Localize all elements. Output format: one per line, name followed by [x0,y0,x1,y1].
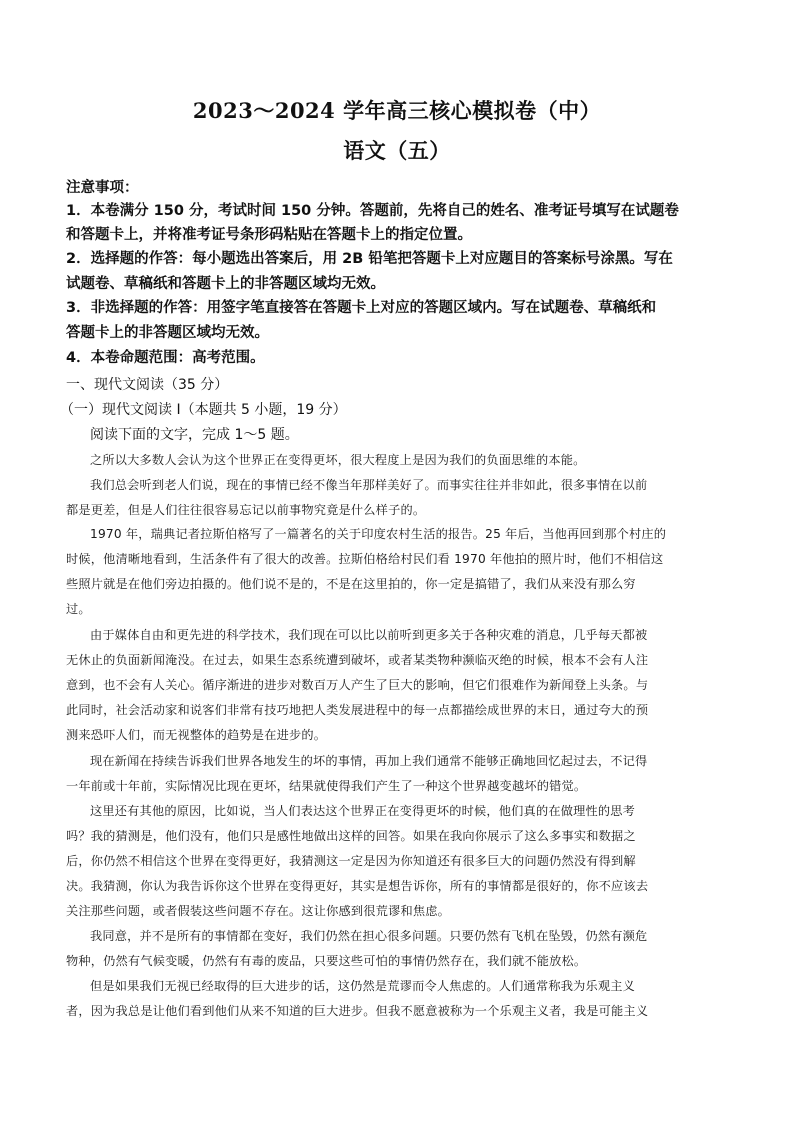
reading-instruction: 阅读下面的文字，完成 1～5 题。 [90,427,299,443]
section-heading: 一、现代文阅读（35 分） [66,377,229,393]
notice-heading: 注意事项： [66,180,139,196]
passage-line: 我们总会听到老人们说，现在的事情已经不像当年那样美好了。而事实往往并非如此，很多事情在以前 [90,478,648,492]
passage-line: 这里还有其他的原因，比如说，当人们表达这个世界正在变得更坏的时候，他们真的在做理性的思考 [90,804,636,818]
passage-line: 意到，也不会有人关心。循序渐进的进步对数百万人产生了巨大的影响，但它们很难作为新闻登上头条。与 [66,678,649,692]
exam-title: 2023～2024 学年高三核心模拟卷（中） [192,98,602,123]
passage-line: 物种，仍然有气候变暖，仍然有有毒的废品，只要这些可怕的事情仍然存在，我们就不能放松。 [66,954,587,968]
passage-line: 后，你仍然不相信这个世界在变得更好，我猜测这一定是因为你知道还有很多巨大的问题仍然没有得到解 [66,854,636,868]
notice-line: 3．非选择题的作答：用签字笔直接答在答题卡上对应的答题区域内。写在试题卷、草稿纸和 [66,300,657,316]
notice-line: 4．本卷命题范围：高考范围。 [66,350,265,366]
passage-line: 但是如果我们无视已经取得的巨大进步的话，这仍然是荒谬而令人焦虑的。人们通常称我为乐观主义 [90,979,636,993]
section-subheading: （一）现代文阅读 I（本题共 5 小题，19 分） [60,402,347,418]
passage-line: 之所以大多数人会认为这个世界正在变得更坏，很大程度上是因为我们的负面思维的本能。 [90,453,586,467]
passage-line: 些照片就是在他们旁边拍摄的。他们说不是的，不是在这里拍的，你一定是搞错了，我们从来没有那么穷 [66,577,636,591]
passage-line: 过。 [66,602,91,616]
exam-subtitle: 语文（五） [343,138,451,163]
notice-line: 2．选择题的作答：每小题选出答案后，用 2B 铅笔把答题卡上对应题目的答案标号涂黑。写在 [66,251,673,267]
passage-line: 决。我猜测，你认为我告诉你这个世界在变得更好，其实是想告诉你，所有的事情都是很好的，你不应该去 [66,879,649,893]
notice-line: 1．本卷满分 150 分，考试时间 150 分钟。答题前，先将自己的姓名、准考证号填写在试题卷 [66,203,679,219]
passage-line: 一年前或十年前，实际情况比现在更坏，结果就使得我们产生了一种这个世界越变越坏的错觉。 [66,779,587,793]
passage-line: 我同意，并不是所有的事情都在变好，我们仍然在担心很多问题。只要仍然有飞机在坠毁，仍然有濒危 [90,929,648,943]
passage-line: 由于媒体自由和更先进的科学技术，我们现在可以比以前听到更多关于各种灾难的消息，几乎每天都被 [90,628,648,642]
passage-line: 吗？我的猜测是，他们没有，他们只是感性地做出这样的回答。如果在我向你展示了这么多事实和数据之 [66,829,636,843]
passage-line: 时候，他清晰地看到，生活条件有了很大的改善。拉斯伯格给村民们看 1970 年他拍的照片时，他们不相信这 [66,552,664,566]
passage-line: 1970 年，瑞典记者拉斯伯格写了一篇著名的关于印度农村生活的报告。25 年后，当他再回到那个村庄的 [90,527,667,541]
passage-line: 测来恐吓人们，而无视整体的趋势是在进步的。 [66,728,327,742]
passage-line: 无休止的负面新闻淹没。在过去，如果生态系统遭到破坏，或者某类物种濒临灭绝的时候，根本不会有人注 [66,653,649,667]
passage-line: 关注那些问题，或者假装这些问题不存在。这让你感到很荒谬和焦虑。 [66,904,451,918]
passage-line: 此同时，社会活动家和说客们非常有技巧地把人类发展进程中的每一点都描绘成世界的末日，通过夸大的预 [66,703,649,717]
passage-line: 者，因为我总是让他们看到他们从来不知道的巨大进步。但我不愿意被称为一个乐观主义者，我是可能主义 [66,1004,649,1018]
notice-line: 和答题卡上，并将准考证号条形码粘贴在答题卡上的指定位置。 [66,227,472,243]
notice-line: 答题卡上的非答题区域均无效。 [66,325,269,341]
notice-line: 试题卷、草稿纸和答题卡上的非答题区域均无效。 [66,276,385,292]
passage-line: 现在新闻在持续告诉我们世界各地发生的坏的事情，再加上我们通常不能够正确地回忆起过去，不记得 [90,754,648,768]
passage-line: 都是更差，但是人们往往很容易忘记以前事物究竟是什么样子的。 [66,503,426,517]
